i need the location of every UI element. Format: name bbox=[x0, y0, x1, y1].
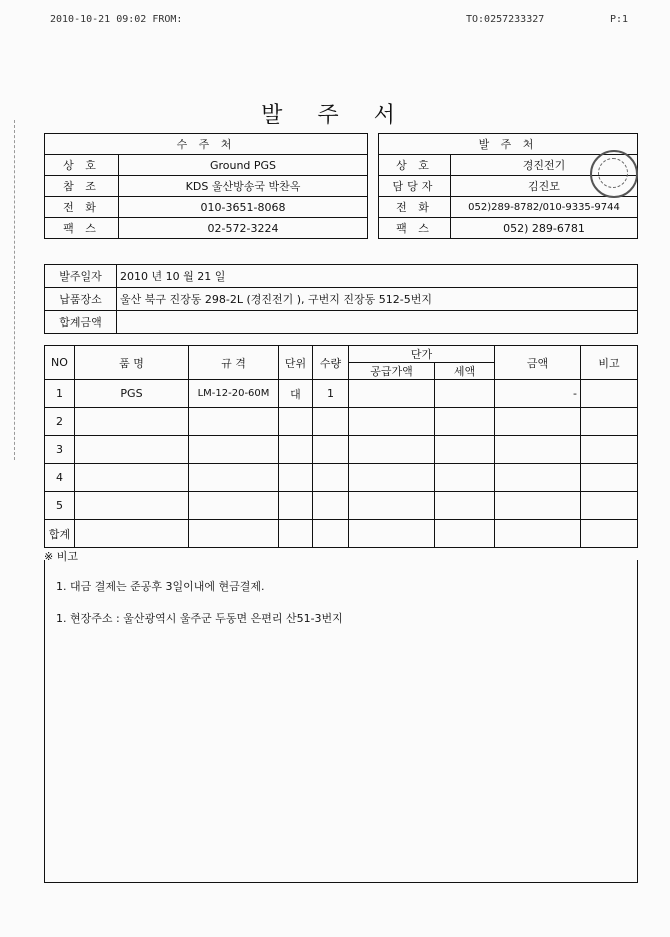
header-amount: 금액 bbox=[495, 346, 581, 380]
orderer-value: 김진모 bbox=[451, 176, 638, 197]
header-supply: 공급가액 bbox=[349, 363, 435, 380]
orderer-value: 052) 289-6781 bbox=[451, 218, 638, 239]
company-seal bbox=[590, 150, 638, 198]
note-line: 1. 대금 결제는 준공후 3일이내에 현금결제. bbox=[56, 580, 265, 593]
orderer-label: 상 호 bbox=[379, 155, 451, 176]
notes-frame bbox=[44, 560, 638, 883]
fax-page: P:1 bbox=[610, 14, 629, 25]
orderer-value: 052)289-8782/010-9335-9744 bbox=[451, 197, 638, 218]
scan-edge bbox=[14, 120, 16, 460]
info-value bbox=[117, 311, 638, 334]
row-supply bbox=[349, 380, 435, 408]
row-name: PGS bbox=[75, 380, 189, 408]
row-no: 1 bbox=[45, 380, 75, 408]
note-line: 1. 현장주소 : 울산광역시 울주군 두동면 은편리 산51-3번지 bbox=[56, 612, 343, 625]
row-no: 3 bbox=[45, 436, 75, 464]
orderer-label: 담당자 bbox=[379, 176, 451, 197]
total-label: 합계 bbox=[45, 520, 75, 548]
supplier-label: 전 화 bbox=[45, 197, 119, 218]
items-table bbox=[44, 345, 638, 548]
orderer-value: 경진전기 bbox=[451, 155, 638, 176]
supplier-value: KDS 울산방송국 박찬옥 bbox=[119, 176, 368, 197]
header-no: NO bbox=[45, 346, 75, 380]
header-qty: 수량 bbox=[313, 346, 349, 380]
supplier-label: 상 호 bbox=[45, 155, 119, 176]
orderer-label: 전 화 bbox=[379, 197, 451, 218]
row-no: 5 bbox=[45, 492, 75, 520]
header-name: 품 명 bbox=[75, 346, 189, 380]
notes-heading: ※ 비고 bbox=[44, 550, 78, 563]
fax-to: TO:0257233327 bbox=[466, 14, 545, 25]
supplier-label: 팩 스 bbox=[45, 218, 119, 239]
row-spec: LM-12-20-60M bbox=[189, 380, 279, 408]
row-qty: 1 bbox=[313, 380, 349, 408]
supplier-value: 02-572-3224 bbox=[119, 218, 368, 239]
info-label: 납품장소 bbox=[45, 288, 117, 311]
supplier-value: 010-3651-8068 bbox=[119, 197, 368, 218]
supplier-value: Ground PGS bbox=[119, 155, 368, 176]
header-remark: 비고 bbox=[581, 346, 638, 380]
supplier-table bbox=[44, 133, 368, 239]
orderer-label: 팩 스 bbox=[379, 218, 451, 239]
header-tax: 세액 bbox=[435, 363, 495, 380]
document-title: 발 주 서 bbox=[261, 103, 409, 128]
orderer-heading: 발 주 처 bbox=[379, 134, 638, 155]
info-value: 울산 북구 진장동 298-2L (경진전기 ), 구번지 진장동 512-5번지 bbox=[117, 288, 638, 311]
row-no: 4 bbox=[45, 464, 75, 492]
order-info-table bbox=[44, 264, 638, 334]
info-label: 발주일자 bbox=[45, 265, 117, 288]
supplier-heading: 수 주 처 bbox=[45, 134, 368, 155]
row-remark bbox=[581, 380, 638, 408]
supplier-label: 참 조 bbox=[45, 176, 119, 197]
info-label: 합계금액 bbox=[45, 311, 117, 334]
row-amount: - bbox=[495, 380, 581, 408]
info-value: 2010 년 10 월 21 일 bbox=[117, 265, 638, 288]
row-no: 2 bbox=[45, 408, 75, 436]
header-spec: 규 격 bbox=[189, 346, 279, 380]
header-price: 단가 bbox=[349, 346, 495, 363]
row-unit: 대 bbox=[279, 380, 313, 408]
fax-datetime: 2010-10-21 09:02 FROM: bbox=[50, 14, 183, 25]
row-tax bbox=[435, 380, 495, 408]
header-unit: 단위 bbox=[279, 346, 313, 380]
